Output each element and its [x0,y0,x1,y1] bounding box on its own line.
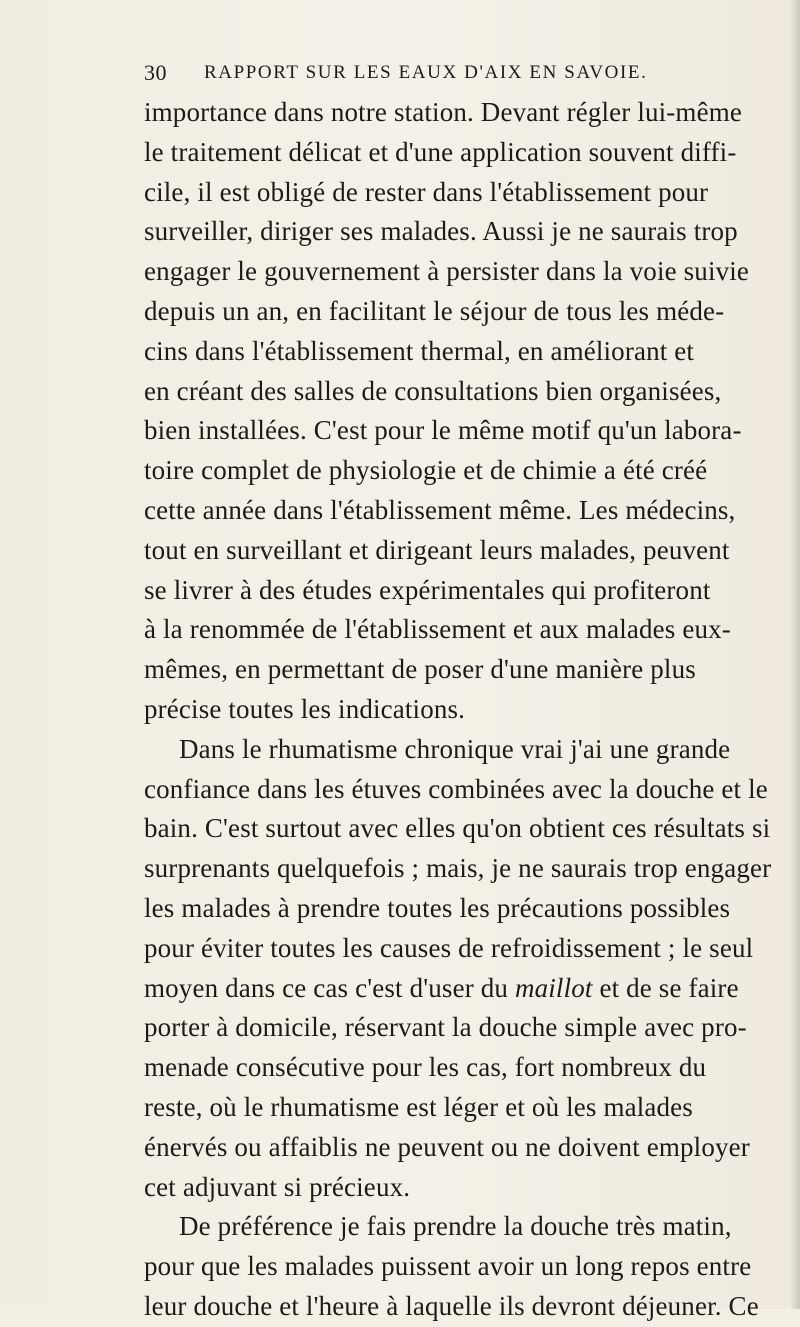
text-line: bien installées. C'est pour le même motif qu'un labora- [144,415,742,446]
running-title: RAPPORT SUR LES EAUX D'AIX EN SAVOIE. [204,62,648,83]
text-line: cins dans l'établissement thermal, en améliorant et [144,335,695,366]
text-line: leur douche et l'heure à laquelle ils devront déjeuner. Ce [144,1290,759,1321]
text-line: cette année dans l'établissement même. Les médecins, [144,494,736,525]
italic-word-maillot: maillot [514,972,593,1003]
text-line: cet adjuvant si précieux. [144,1171,411,1202]
text-line: se livrer à des études expérimentales qui profiteront [144,574,711,605]
text-line: importance dans notre station. Devant régler lui-même [144,97,742,127]
text-line-with-italic [144,969,794,1009]
text-line: le traitement délicat et d'une application souvent diffi- [144,136,737,167]
body-text [144,93,794,1327]
line-text-after-italic: et de se faire [599,972,739,1003]
text-line: confiance dans les étuves combinées avec la douche et le [144,773,768,804]
text-line: cile, il est obligé de rester dans l'établissement pour [144,176,709,207]
text-line: menade consécutive pour les cas, fort nombreux du [144,1052,707,1083]
text-line: tout en surveillant et dirigeant leurs malades, peuvent [144,534,730,565]
text-line: porter à domicile, réservant la douche simple avec pro- [144,1012,747,1043]
running-head [144,60,784,90]
text-line: toire complet de physiologie et de chimie a été créé [144,455,708,486]
paragraph-start-line: Dans le rhumatisme chronique vrai j'ai une grande [179,733,731,764]
text-line: engager le gouvernement à persister dans la voie suivie [144,256,750,287]
text-line: depuis un an, en facilitant le séjour de tous les méde- [144,295,725,326]
text-line: énervés ou affaiblis ne peuvent ou ne doivent employer [144,1131,750,1162]
text-line: surveiller, diriger ses malades. Aussi je ne saurais trop [144,216,738,247]
text-line: mêmes, en permettant de poser d'une manière plus [144,654,696,685]
page-number: 30 [144,60,167,85]
text-line: bain. C'est surtout avec elles qu'on obtient ces résultats si [144,813,771,844]
line-text-before-italic: moyen dans ce cas c'est d'user du [144,972,509,1003]
paragraph-start-line: De préférence je fais prendre la douche très matin, [179,1211,732,1242]
text-line: les malades à prendre toutes les précautions possibles [144,892,731,923]
text-line: pour que les malades puissent avoir un long repos entre [144,1251,752,1282]
text-line: en créant des salles de consultations bien organisées, [144,375,722,406]
text-line: précise toutes les indications. [144,693,466,724]
text-line: à la renommée de l'établissement et aux malades eux- [144,614,731,645]
text-line: reste, où le rhumatisme est léger et où les malades [144,1091,693,1122]
text-line: pour éviter toutes les causes de refroidissement ; le seul [144,932,754,963]
text-line: surprenants quelquefois ; mais, je ne saurais trop engager [144,853,772,884]
